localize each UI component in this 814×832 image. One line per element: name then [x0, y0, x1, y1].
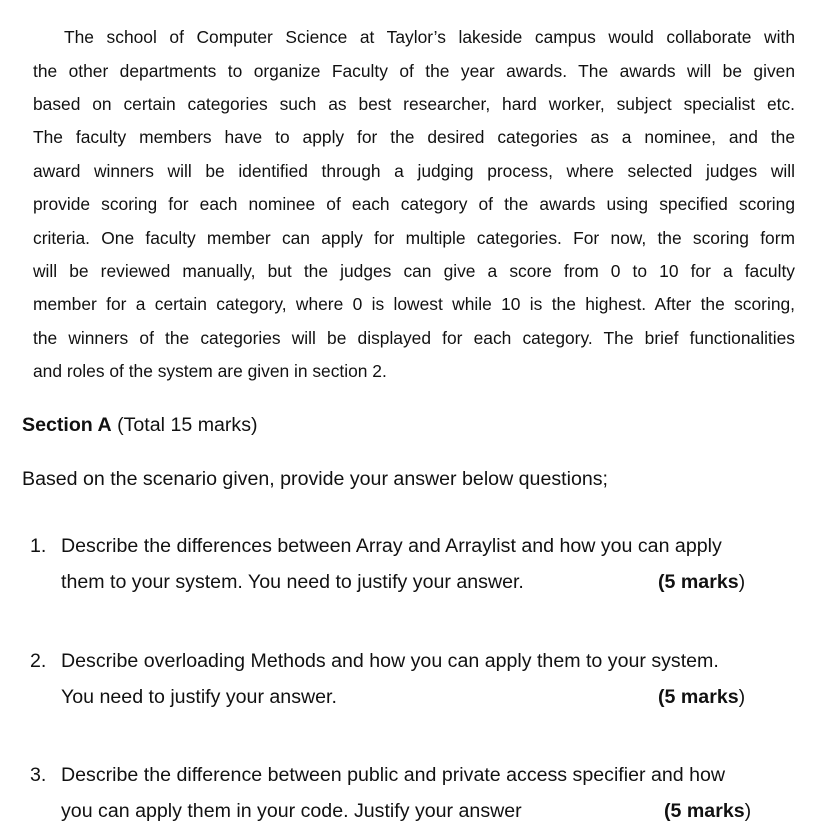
marks-open: ( — [664, 800, 671, 822]
section-title: Section A — [22, 414, 112, 436]
marks-text: 5 marks — [664, 571, 739, 593]
scenario-line: provide scoring for each nominee of each category of the awards using specified scoring — [33, 194, 795, 214]
question-marks — [658, 570, 745, 594]
marks-text: 5 marks — [664, 686, 739, 708]
marks-open: ( — [658, 686, 665, 708]
scenario-line: the other departments to organize Faculty of the year awards. The awards will be given — [33, 61, 795, 81]
question-text-line1: Describe the difference between public and private access specifier and how — [61, 764, 726, 786]
question-text-line1: Describe overloading Methods and how you can apply them to your system. — [61, 650, 719, 672]
instructions: Based on the scenario given, provide your answer below questions; — [22, 468, 608, 490]
scenario-line: criteria. One faculty member can apply for multiple categories. For now, the scoring form — [33, 228, 795, 248]
question-number: 3. — [30, 764, 47, 786]
section-heading — [22, 413, 258, 437]
scenario-line: member for a certain category, where 0 is lowest while 10 is the highest. After the scoring, — [33, 294, 795, 314]
question-number: 1. — [30, 535, 47, 557]
question-text-line2: You need to justify your answer. — [61, 686, 337, 708]
marks-close: ) — [744, 800, 752, 822]
question-marks — [658, 685, 745, 709]
question-text-line2: them to your system. You need to justify your answer. — [61, 571, 524, 593]
scenario-line: award winners will be identified through a judging process, where selected judges will — [33, 161, 795, 181]
marks-text: 5 marks — [670, 800, 745, 822]
scenario-line: The school of Computer Science at Taylor’s lakeside campus would collaborate with — [64, 27, 795, 47]
question-marks — [664, 799, 751, 823]
scenario-line: The faculty members have to apply for the desired categories as a nominee, and the — [33, 127, 795, 147]
scenario-line: will be reviewed manually, but the judges can give a score from 0 to 10 for a faculty — [33, 261, 795, 281]
marks-close: ) — [738, 571, 746, 593]
scenario-line: the winners of the categories will be displayed for each category. The brief functionalities — [33, 328, 795, 348]
marks-close: ) — [738, 686, 746, 708]
question-text-line2: you can apply them in your code. Justify your answer — [61, 800, 522, 822]
section-total: (Total 15 marks) — [117, 414, 258, 436]
marks-open: ( — [658, 571, 665, 593]
question-text-line1: Describe the differences between Array and Arraylist and how you can apply — [61, 535, 722, 557]
scenario-line: and roles of the system are given in section 2. — [33, 361, 387, 381]
question-number: 2. — [30, 650, 47, 672]
scenario-line: based on certain categories such as best researcher, hard worker, subject specialist etc. — [33, 94, 795, 114]
